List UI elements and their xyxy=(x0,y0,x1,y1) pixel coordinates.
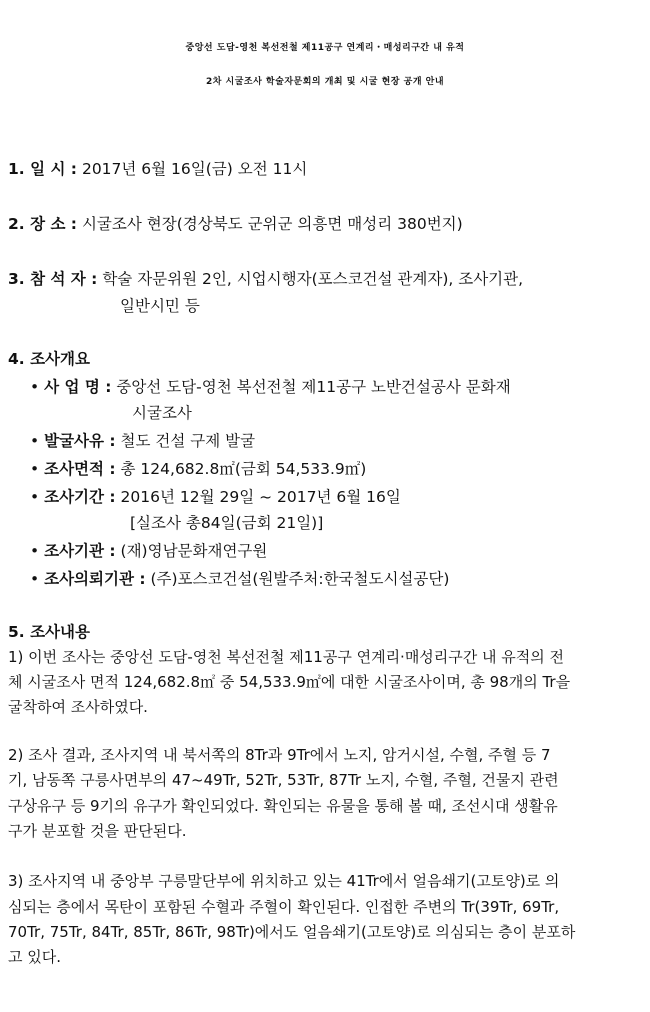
paragraph-line: 기, 남동쪽 구릉사면부의 47~49Tr, 52Tr, 53Tr, 87Tr 노지, 수혈, 주혈, 건물지 관련 xyxy=(8,771,559,789)
paragraph-line: 굴착하여 조사하였다. xyxy=(8,698,148,716)
overview-item-value: 2016년 12월 29일 ~ 2017년 6월 16일 xyxy=(120,488,401,506)
paragraph-line: 구상유구 등 9기의 유구가 확인되었다. 확인되는 유물을 통해 볼 때, 조선시대 생활유 xyxy=(8,797,558,815)
overview-item-label: 조사면적 : xyxy=(44,460,116,478)
item-place-value: 시굴조사 현장(경상북도 군위군 의흥면 매성리 380번지) xyxy=(81,215,463,233)
document-title-line-2: 2차 시굴조사 학술자문회의 개최 및 시굴 현장 공개 안내 xyxy=(205,77,445,87)
bullet-icon: • xyxy=(30,378,40,396)
bullet-icon: • xyxy=(30,432,40,450)
overview-item-value-cont: [실조사 총84일(금회 21일)] xyxy=(130,514,324,532)
item-date-label: 1. 일 시 : xyxy=(8,160,78,178)
item-attendees-label: 3. 참 석 자 : xyxy=(8,270,98,288)
overview-item-reason xyxy=(30,429,255,451)
bullet-icon: • xyxy=(30,460,40,478)
section-overview-heading: 4. 조사개요 xyxy=(8,350,90,368)
item-attendees-value-1: 학술 자문위원 2인, 시업시행자(포스코건설 관계자), 조사기관, xyxy=(102,270,524,288)
paragraph-line: 체 시굴조사 면적 124,682.8㎡ 중 54,533.9㎡에 대한 시굴조사이며, 총 98개의 Tr을 xyxy=(8,673,571,691)
overview-item-value: (재)영남문화재연구원 xyxy=(120,542,268,560)
paragraph-line: 70Tr, 75Tr, 84Tr, 85Tr, 86Tr, 98Tr)에서도 얼음쇄기(고토양)로 의심되는 층이 분포하 xyxy=(8,923,576,941)
paragraph-line: 2) 조사 결과, 조사지역 내 북서쪽의 8Tr과 9Tr에서 노지, 암거시설, 수혈, 주혈 등 7 xyxy=(8,746,551,764)
paragraph-line: 3) 조사지역 내 중앙부 구릉말단부에 위치하고 있는 41Tr에서 얼음쇄기(고토양)로 의 xyxy=(8,872,560,890)
item-attendees xyxy=(8,267,523,289)
overview-item-label: 조사의뢰기관 : xyxy=(44,570,146,588)
paragraph-line: 1) 이번 조사는 중앙선 도담-영천 복선전철 제11공구 연계리·매성리구간 내 유적의 전 xyxy=(8,648,565,666)
item-date xyxy=(8,157,307,179)
overview-item-value-cont: 시굴조사 xyxy=(132,404,192,422)
overview-item-agency xyxy=(30,539,267,561)
bullet-icon: • xyxy=(30,570,40,588)
paragraph-line: 고 있다. xyxy=(8,948,62,966)
item-attendees-value-2: 일반시민 등 xyxy=(120,297,200,315)
section-content-heading: 5. 조사내용 xyxy=(8,623,90,641)
item-place-label: 2. 장 소 : xyxy=(8,215,78,233)
bullet-icon: • xyxy=(30,542,40,560)
item-place xyxy=(8,212,463,234)
document-title-line-1: 중앙선 도담-영천 복선전철 제11공구 연계리・매성리구간 내 유적 xyxy=(185,43,465,53)
overview-item-value: 총 124,682.8㎡(금회 54,533.9㎡) xyxy=(120,460,367,478)
item-date-value: 2017년 6월 16일(금) 오전 11시 xyxy=(81,160,308,178)
bullet-icon: • xyxy=(30,488,40,506)
overview-item-label: 발굴사유 : xyxy=(44,432,116,450)
overview-item-area xyxy=(30,457,366,479)
overview-item-period xyxy=(30,485,401,507)
overview-item-label: 조사기관 : xyxy=(44,542,116,560)
overview-item-value: (주)포스코건설(원발주처:한국철도시설공단) xyxy=(150,570,450,588)
overview-item-label: 조사기간 : xyxy=(44,488,116,506)
paragraph-line: 심되는 층에서 목탄이 포함된 수혈과 주혈이 확인된다. 인접한 주변의 Tr(39Tr, 69Tr, xyxy=(8,898,560,916)
overview-item-label: 사 업 명 : xyxy=(44,378,112,396)
overview-item-project xyxy=(30,375,511,397)
paragraph-line: 구가 분포할 것을 판단된다. xyxy=(8,822,187,840)
overview-item-client xyxy=(30,567,449,589)
overview-item-value: 중앙선 도담-영천 복선전철 제11공구 노반건설공사 문화재 xyxy=(116,378,511,396)
overview-item-value: 철도 건설 구제 발굴 xyxy=(120,432,256,450)
